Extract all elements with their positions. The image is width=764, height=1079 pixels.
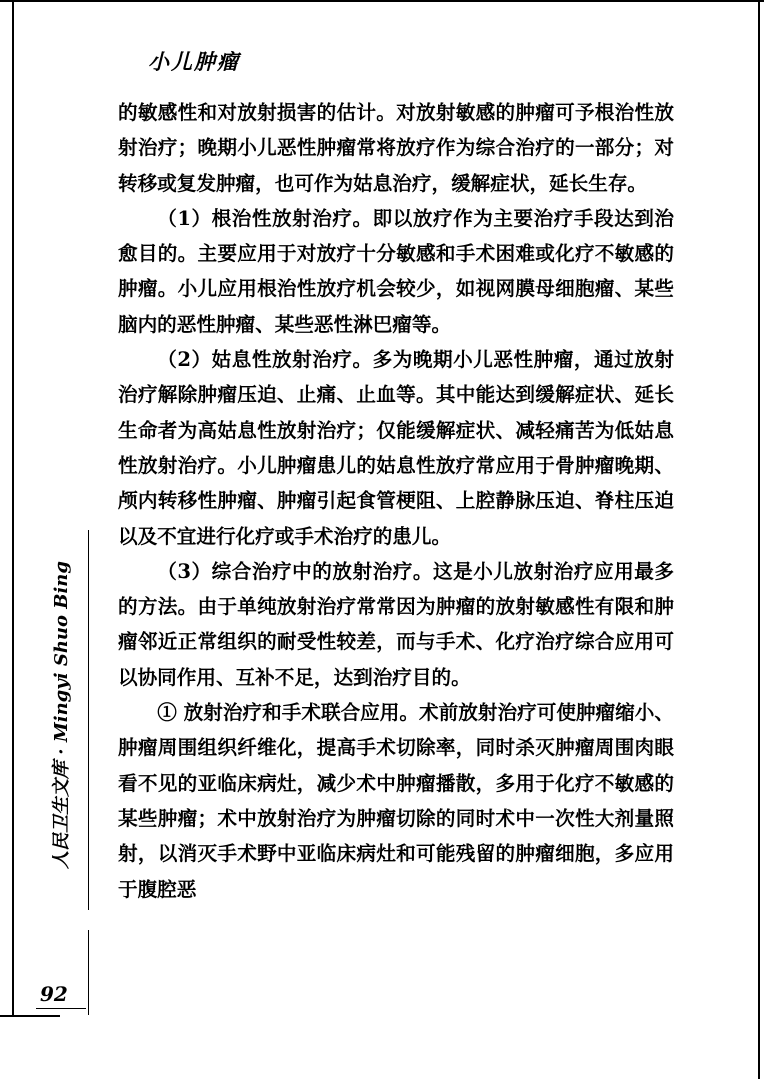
paragraph-radiotherapy-surgery: ① 放射治疗和手术联合应用。术前放射治疗可使肿瘤缩小、肿瘤周围组织纤维化，提高手术切除率，同时杀灭肿瘤周围肉眼看不见的亚临床病灶，减少术中肿瘤播散，多用于化疗不敏感的某些肿瘤；术中放射治疗为肿瘤切除的同时术中一次性大剂量照射，以消灭手术野中亚临床病灶和可能残留的肿瘤细胞，多应用于腹腔恶 bbox=[118, 701, 674, 901]
body-text bbox=[118, 95, 674, 907]
paragraph-combined-therapy: （3）综合治疗中的放射治疗。这是小儿放射治疗应用最多的方法。由于单纯放射治疗常常因为肿瘤的放射敏感性有限和肿瘤邻近正常组织的耐受性较差，而与手术、化疗治疗综合应用可以协同作用、互补不足，达到治疗目的。 bbox=[118, 559, 674, 689]
paragraph-palliative-radiotherapy: （2）姑息性放射治疗。多为晚期小儿恶性肿瘤，通过放射治疗解除肿瘤压迫、止痛、止血等。其中能达到缓解症状、延长生命者为高姑息性放射治疗；仅能缓解症状、减轻痛苦为低姑息性放射治疗。小儿肿瘤患儿的姑息性放疗常应用于骨肿瘤晚期、颅内转移性肿瘤、肿瘤引起食管梗阻、上腔静脉压迫、脊柱压迫以及不宜进行化疗或手术治疗的患儿。 bbox=[118, 348, 674, 548]
running-header: 小儿肿瘤 bbox=[148, 49, 240, 74]
side-series-label-text: 人民卫生文库 · Mingyi Shuo Bing bbox=[51, 561, 72, 869]
scan-frame-left bbox=[12, 0, 14, 1015]
side-series-label bbox=[34, 530, 86, 900]
page-number-vertical-rule bbox=[88, 930, 89, 1015]
paragraph-continued: 的敏感性和对放射损害的估计。对放射敏感的肿瘤可予根治性放射治疗；晚期小儿恶性肿瘤常将放疗作为综合治疗的一部分；对转移或复发肿瘤，也可作为姑息治疗，缓解症状，延长生存。 bbox=[118, 101, 674, 195]
scan-frame-bottom bbox=[0, 1015, 60, 1017]
scan-frame-right bbox=[758, 0, 760, 1079]
side-rule bbox=[88, 530, 89, 910]
page-number-rule bbox=[36, 1008, 86, 1009]
page-number: 92 bbox=[40, 982, 68, 1006]
scan-frame-top bbox=[0, 0, 764, 2]
paragraph-radical-radiotherapy: （1）根治性放射治疗。即以放疗作为主要治疗手段达到治愈目的。主要应用于对放疗十分敏感和手术困难或化疗不敏感的肿瘤。小儿应用根治性放疗机会较少，如视网膜母细胞瘤、某些脑内的恶性肿瘤、某些恶性淋巴瘤等。 bbox=[118, 206, 674, 336]
